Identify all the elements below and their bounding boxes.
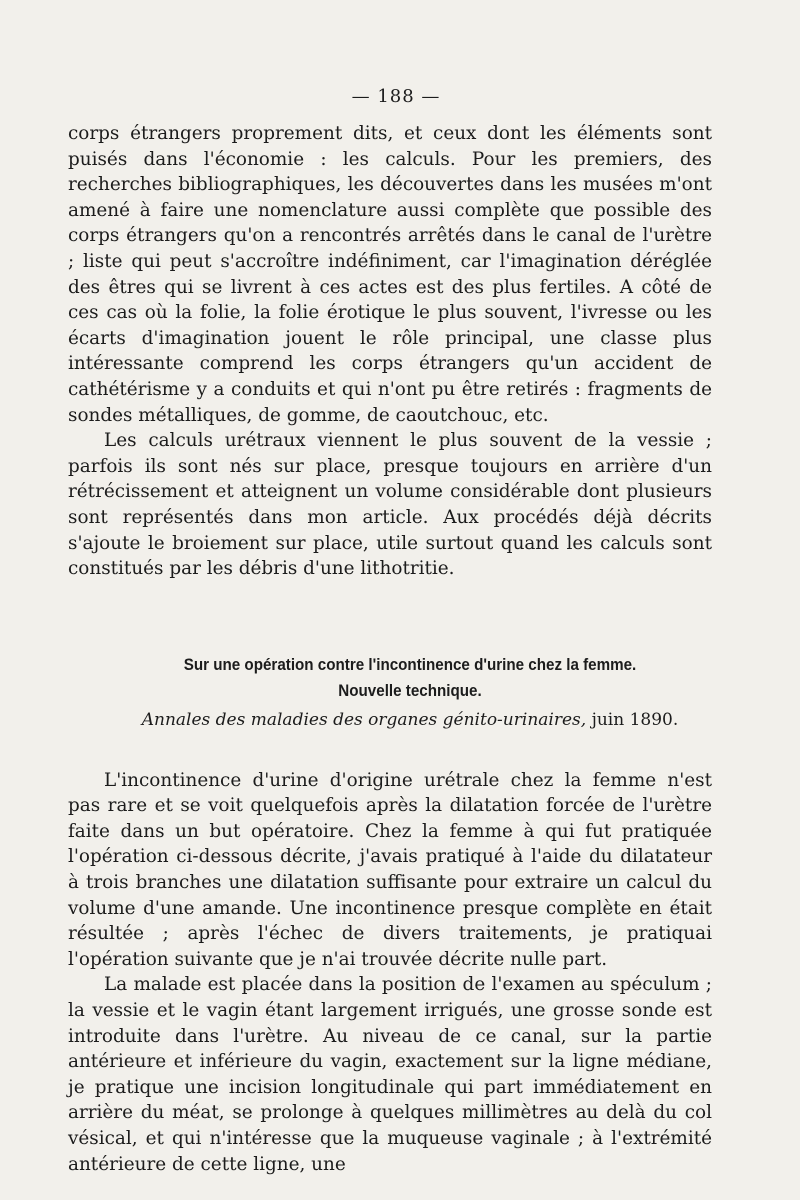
paragraph-procedure: La malade est placée dans la position de l'examen au spéculum ; la vessie et le vagin étant largement irrigués, une grosse sonde est introduite dans l'urètre. Au niveau de ce canal, sur la partie antérieure et inférieure du vagin, exactement sur la ligne médiane, je pratique une incision longitudinale qui part immédiatement en arrière du méat, se prolonge à quelques millimètres au delà du col vésical, et qui n'intéresse que la muqueuse vaginale ; à l'extrémité antérieure de cette ligne, une <box>68 974 712 1175</box>
source-journal: Annales des maladies des organes génito-urinaires, <box>141 709 587 730</box>
paragraph-foreign-bodies: corps étrangers proprement dits, et ceux dont les éléments sont puisés dans l'économie : les calculs. Pour les premiers, des recherches bibliographiques, les découvertes dans les musées m'ont amené à faire une nomenclature aussi complète que possible des corps étrangers qu'on a rencontrés arrêtés dans le canal de l'urètre ; liste qui peut s'accroître indéfiniment, car l'imagination déréglée des êtres qui se livrent à ces actes est des plus fertiles. A côté de ces cas où la folie, la folie érotique le plus souvent, l'ivresse ou les écarts d'imagination jouent le rôle principal, une classe plus intéressante comprend les corps étrangers qu'un accident de cathétérisme y a conduits et qui n'ont pu être retirés : fragments de sondes métalliques, de gomme, de caoutchouc, etc. <box>68 123 712 426</box>
article-title-line-2: Nouvelle technique. <box>338 681 482 700</box>
article-heading <box>68 652 712 734</box>
paragraph-incontinence: L'incontinence d'urine d'origine urétrale chez la femme n'est pas rare et se voit quelquefois après la dilatation forcée de l'urètre faite dans un but opératoire. Chez la femme à qui fut pratiquée l'opération ci-dessous décrite, j'avais pratiqué à l'aide du dilatateur à trois branches une dilatation suffisante pour extraire un calcul du volume d'une amande. Une incontinence presque complète en était résultée ; après l'échec de divers traitements, je pratiquai l'opération suivante que je n'ai trouvée décrite nulle part. <box>68 769 712 970</box>
article-title-line-1: Sur une opération contre l'incontinence d'urine chez la femme. <box>183 655 637 674</box>
article-source <box>108 706 712 734</box>
section-2-body <box>68 768 712 1178</box>
page-number: — 188 — <box>351 86 441 107</box>
source-date: juin 1890. <box>591 709 679 730</box>
section-1-body <box>68 121 712 582</box>
paragraph-urethral-calculi: Les calculs urétraux viennent le plus souvent de la vessie ; parfois ils sont nés sur place, presque toujours en arrière d'un rétrécissement et atteignent un volume considérable dont plusieurs sont représentés dans mon article. Aux procédés déjà décrits s'ajoute le broiement sur place, utile surtout quand les calculs sont constitués par les débris d'une lithotritie. <box>68 430 712 580</box>
